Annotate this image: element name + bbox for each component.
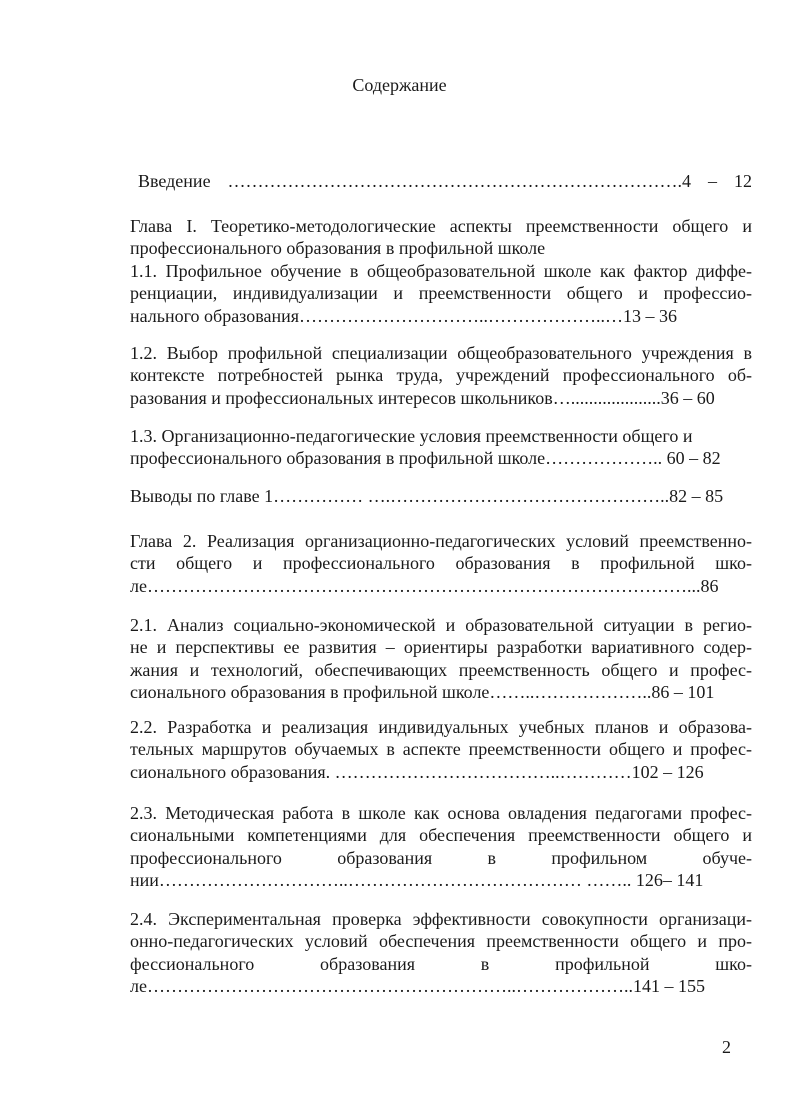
toc-line: сионального образования в профильной школе……..………………..86 – 101 <box>130 682 715 703</box>
toc-entry-section-2-3[interactable] <box>130 802 752 892</box>
toc-line: 2.3. Методическая работа в школе как основа овладения педагогами профес- <box>130 803 752 823</box>
toc-line: фессионального образования в профильной шко- <box>130 953 752 974</box>
toc-entry-chapter-1[interactable] <box>130 215 752 260</box>
toc-line: разования и профессиональных интересов школьников…....................36 – 60 <box>130 387 715 408</box>
toc-line: 2.1. Анализ социально-экономической и образовательной ситуации в регио- <box>130 615 752 635</box>
toc-line: жания и технологий, обеспечивающих преемственность общего и профес- <box>130 659 752 680</box>
toc-line: 1.3. Организационно-педагогические условия преемственности общего и <box>130 426 693 446</box>
toc-entry-section-2-4[interactable] <box>130 908 752 998</box>
toc-line: профессионального образования в профильной школе <box>130 238 546 259</box>
toc-line: Введение ………………………………………………………………….4 – 12 <box>138 171 752 191</box>
toc-line: 1.2. Выбор профильной специализации общеобразовательного учреждения в <box>130 343 752 363</box>
toc-line: ле………………………………………………………………………………...86 <box>130 575 719 596</box>
toc-entry-chapter-2[interactable] <box>130 530 752 597</box>
toc-line: сионального образования. ………………………………..…………102 – 126 <box>130 761 704 782</box>
toc-line: нии…………………………..………………………………… …….. 126– 141 <box>130 870 704 891</box>
toc-line: профессионального образования в профильном обуче- <box>130 847 752 868</box>
toc-line: контексте потребностей рынка труда, учреждений профессионального об- <box>130 365 752 386</box>
toc-entry-chapter-1-conclusions[interactable] <box>130 485 752 507</box>
toc-line: нального образования…………………………..………………..…13 – 36 <box>130 305 677 326</box>
toc-line: сти общего и профессионального образования в профильной шко- <box>130 553 752 574</box>
toc-line: сиональными компетенциями для обеспечения преемственности общего и <box>130 825 752 846</box>
toc-entry-section-1-1[interactable] <box>130 260 752 327</box>
toc-entry-section-1-3[interactable] <box>130 425 752 470</box>
toc-line: 2.2. Разработка и реализация индивидуальных учебных планов и образова- <box>130 717 752 737</box>
toc-line: тельных маршрутов обучаемых в аспекте преемственности общего и профес- <box>130 739 752 760</box>
toc-line: 1.1. Профильное обучение в общеобразовательной школе как фактор диффе- <box>130 261 752 281</box>
toc-line: 2.4. Экспериментальная проверка эффективности совокупности организаци- <box>130 909 752 929</box>
toc-entry-section-2-1[interactable] <box>130 614 752 704</box>
toc-entry-introduction[interactable] <box>130 170 752 192</box>
toc-line: ренциации, индивидуализации и преемственности общего и профессио- <box>130 283 752 304</box>
page-title: Содержание <box>352 75 447 95</box>
toc-line: Глава 2. Реализация организационно-педагогических условий преемственно- <box>130 531 752 551</box>
toc-line: Глава I. Теоретико-методологические аспекты преемственности общего и <box>130 216 752 236</box>
toc-line: профессионального образования в профильной школе……………….. 60 – 82 <box>130 448 721 469</box>
toc-entry-section-1-2[interactable] <box>130 342 752 409</box>
toc-line: ле……………………………………………………..………………..141 – 155 <box>130 976 705 997</box>
page-number: 2 <box>722 1037 731 1057</box>
toc-line: Выводы по главе 1…………… ….………………………………………..82 – 85 <box>130 486 724 506</box>
toc-line: онно-педагогических условий обеспечения преемственности общего и про- <box>130 931 752 952</box>
toc-line: не и перспективы ее развития – ориентиры разработки вариативного содер- <box>130 637 752 658</box>
toc-entry-section-2-2[interactable] <box>130 716 752 783</box>
